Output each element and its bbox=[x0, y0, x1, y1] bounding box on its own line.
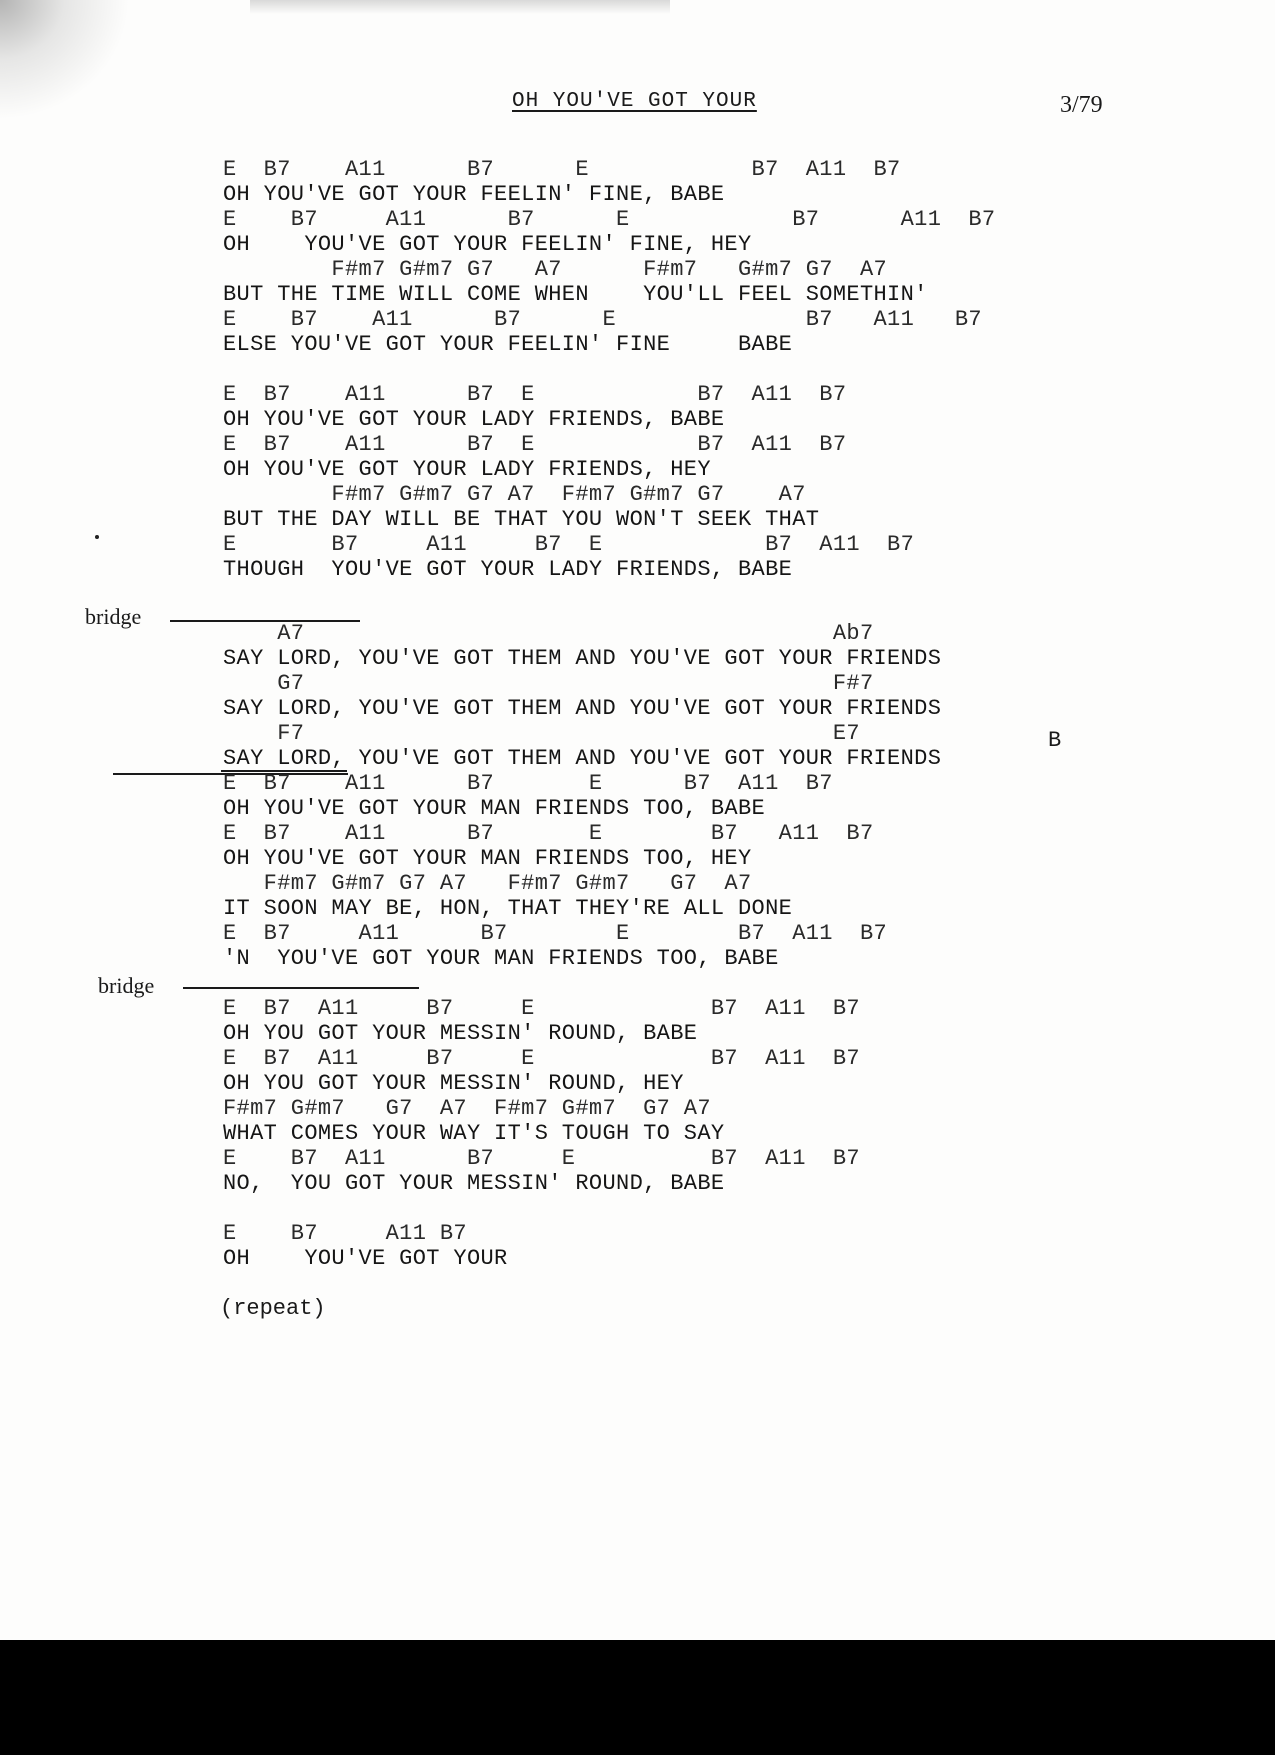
chord-line: F7 E7 bbox=[223, 721, 860, 746]
lyric-line: OH YOU'VE GOT YOUR LADY FRIENDS, BABE bbox=[223, 407, 725, 432]
chord-line: F#m7 G#m7 G7 A7 F#m7 G#m7 G7 A7 bbox=[223, 1096, 711, 1121]
chord-line: E B7 A11 B7 E B7 A11 B7 bbox=[223, 996, 860, 1021]
lyric-line: OH YOU'VE GOT YOUR FEELIN' FINE, BABE bbox=[223, 182, 725, 207]
chord-line: E B7 A11 B7 E B7 A11 B7 bbox=[223, 207, 996, 232]
chord-line: E B7 A11 B7 E B7 A11 B7 bbox=[223, 1146, 860, 1171]
scan-smudge bbox=[0, 0, 130, 120]
chord-line: E B7 A11 B7 E B7 A11 B7 bbox=[223, 532, 915, 557]
lyric-line: SAY LORD, YOU'VE GOT THEM AND YOU'VE GOT YOUR FRIENDS bbox=[223, 646, 942, 671]
scan-smudge-top bbox=[250, 0, 670, 14]
scan-bottom-band bbox=[0, 1640, 1275, 1755]
lyric-line: BUT THE DAY WILL BE THAT YOU WON'T SEEK THAT bbox=[223, 507, 820, 532]
chord-line: G7 F#7 bbox=[223, 671, 874, 696]
page-number: 3/79 bbox=[1060, 92, 1103, 118]
chord-line: E B7 A11 B7 E B7 A11 B7 bbox=[223, 821, 874, 846]
lyric-line: THOUGH YOU'VE GOT YOUR LADY FRIENDS, BABE bbox=[223, 557, 793, 582]
lyric-line: OH YOU GOT YOUR MESSIN' ROUND, BABE bbox=[223, 1021, 698, 1046]
lyric-line: SAY LORD, YOU'VE GOT THEM AND YOU'VE GOT YOUR FRIENDS bbox=[223, 746, 942, 771]
repeat-note: (repeat) bbox=[220, 1296, 326, 1321]
lyric-line: 'N YOU'VE GOT YOUR MAN FRIENDS TOO, BABE bbox=[223, 946, 779, 971]
lyric-line: OH YOU'VE GOT YOUR MAN FRIENDS TOO, BABE bbox=[223, 796, 766, 821]
chord-line: E B7 A11 B7 E B7 A11 B7 bbox=[223, 307, 982, 332]
lyric-line: OH YOU'VE GOT YOUR bbox=[223, 1246, 508, 1271]
chord-line: E B7 A11 B7 bbox=[223, 1221, 467, 1246]
chord-line: E B7 A11 B7 E B7 A11 B7 bbox=[223, 382, 847, 407]
lyric-line: SAY LORD, YOU'VE GOT THEM AND YOU'VE GOT YOUR FRIENDS bbox=[223, 696, 942, 721]
chord-line: E B7 A11 B7 E B7 A11 B7 bbox=[223, 1046, 860, 1071]
chord-line: F#m7 G#m7 G7 A7 F#m7 G#m7 G7 A7 bbox=[223, 871, 752, 896]
chord-line: F#m7 G#m7 G7 A7 F#m7 G#m7 G7 A7 bbox=[223, 257, 888, 282]
stray-mark bbox=[95, 535, 99, 539]
stray-chord: B bbox=[1048, 728, 1062, 753]
chord-line: A7 Ab7 bbox=[223, 621, 874, 646]
lyric-line: OH YOU GOT YOUR MESSIN' ROUND, HEY bbox=[223, 1071, 684, 1096]
chord-line: E B7 A11 B7 E B7 A11 B7 bbox=[223, 921, 888, 946]
bridge-label-1: bridge bbox=[85, 604, 142, 629]
song-title: OH YOU'VE GOT YOUR bbox=[512, 90, 757, 113]
bridge-label-2: bridge bbox=[98, 973, 155, 998]
lyric-line: ELSE YOU'VE GOT YOUR FEELIN' FINE BABE bbox=[223, 332, 793, 357]
lyric-line: IT SOON MAY BE, HON, THAT THEY'RE ALL DONE bbox=[223, 896, 793, 921]
lyric-line: OH YOU'VE GOT YOUR MAN FRIENDS TOO, HEY bbox=[223, 846, 752, 871]
lyric-line: NO, YOU GOT YOUR MESSIN' ROUND, BABE bbox=[223, 1171, 725, 1196]
chord-line: F#m7 G#m7 G7 A7 F#m7 G#m7 G7 A7 bbox=[223, 482, 806, 507]
bridge-rule-2 bbox=[183, 987, 419, 989]
chord-line: E B7 A11 B7 E B7 A11 B7 bbox=[223, 771, 833, 796]
lyric-line: OH YOU'VE GOT YOUR FEELIN' FINE, HEY bbox=[223, 232, 752, 257]
lyric-line: OH YOU'VE GOT YOUR LADY FRIENDS, HEY bbox=[223, 457, 711, 482]
lyric-line: BUT THE TIME WILL COME WHEN YOU'LL FEEL SOMETHIN' bbox=[223, 282, 928, 307]
chord-line: E B7 A11 B7 E B7 A11 B7 bbox=[223, 432, 847, 457]
lyric-line: WHAT COMES YOUR WAY IT'S TOUGH TO SAY bbox=[223, 1121, 725, 1146]
chord-line: E B7 A11 B7 E B7 A11 B7 bbox=[223, 157, 901, 182]
